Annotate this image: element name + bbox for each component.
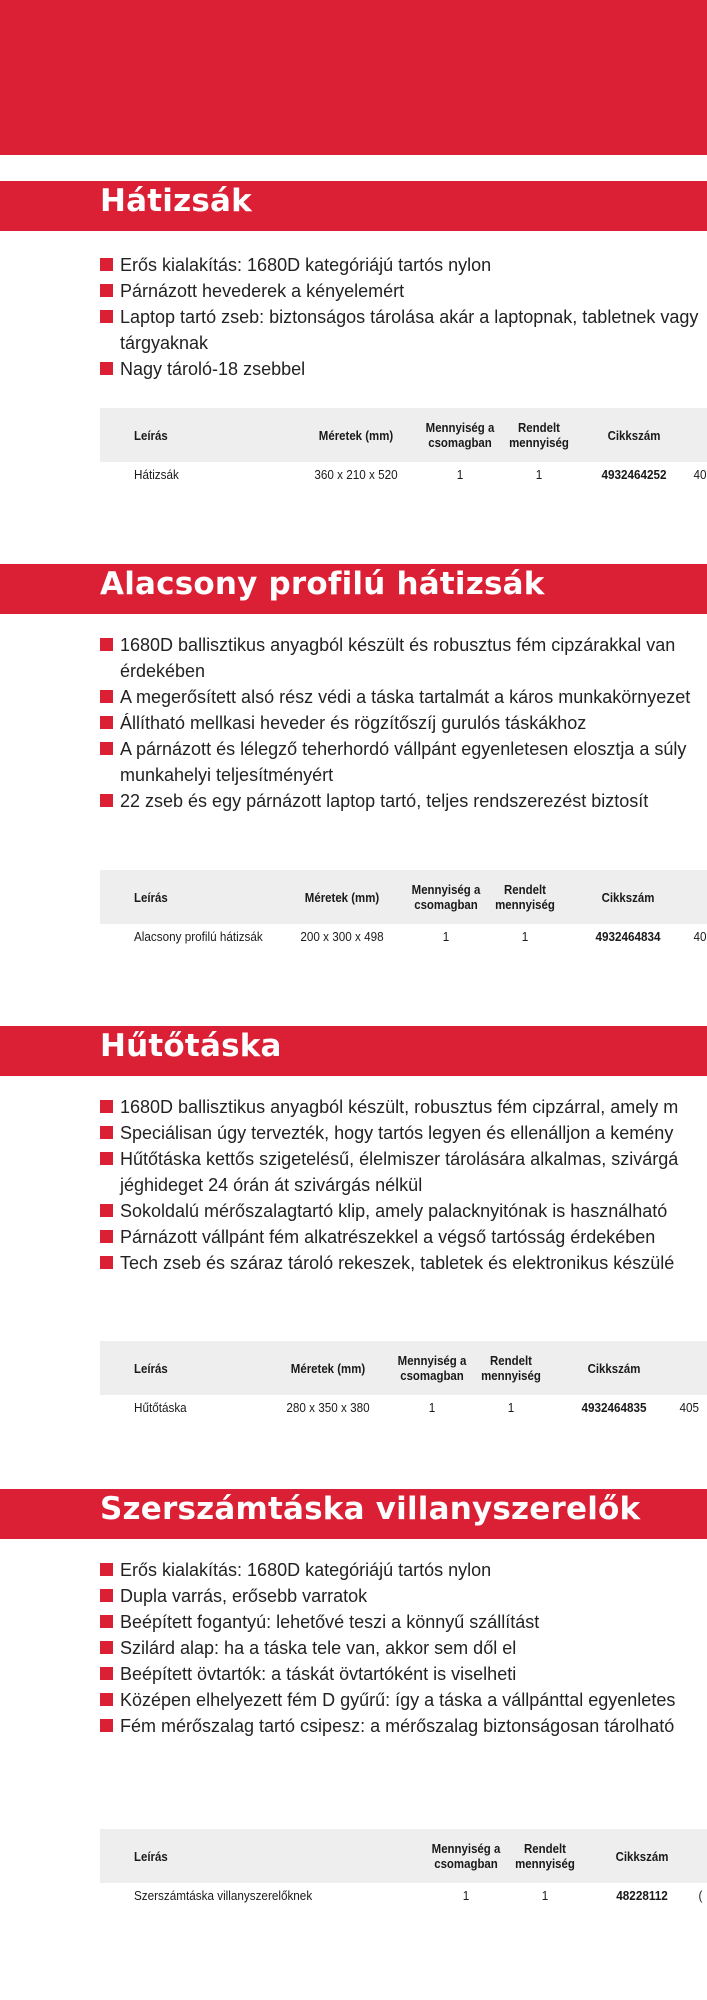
cell-pack-quantity: 1 xyxy=(428,1399,436,1415)
header-article-number: Cikkszám xyxy=(607,427,661,443)
bullet-square-icon xyxy=(100,1230,113,1243)
header-description: Leírás xyxy=(134,1848,168,1864)
feature-item: 22 zseb és egy párnázott laptop tartó, teljes rendszerezést biztosít xyxy=(100,788,707,814)
bullet-square-icon xyxy=(100,1152,113,1165)
header-pack-quantity: Mennyiség a csomagban xyxy=(397,1353,467,1383)
feature-item: Állítható mellkasi heveder és rögzítőszíj gurulós táskákhoz xyxy=(100,710,707,736)
table-header xyxy=(100,1829,707,1883)
header-article-number: Cikkszám xyxy=(587,1360,641,1376)
section-title-bar xyxy=(0,1489,707,1539)
header-order-quantity: Rendelt mennyiség xyxy=(515,1841,575,1871)
feature-item: Sokoldalú mérőszalagtartó klip, amely palacknyitónak is használható xyxy=(100,1198,707,1224)
section-title-bar xyxy=(0,181,707,231)
top-banner xyxy=(0,0,707,155)
table-header xyxy=(100,1341,707,1395)
cell-description: Szerszámtáska villanyszerelőknek xyxy=(134,1887,313,1903)
feature-list xyxy=(100,1557,707,1739)
section-title: Hűtőtáska xyxy=(100,1028,282,1064)
feature-list xyxy=(100,632,707,814)
feature-item: Erős kialakítás: 1680D kategóriájú tartós nylon xyxy=(100,252,707,278)
bullet-square-icon xyxy=(100,1256,113,1269)
feature-item: A párnázott és lélegző teherhordó vállpánt egyenletesen elosztja a súly munkahelyi teljesítményért xyxy=(100,736,707,788)
table-header xyxy=(100,408,707,462)
bullet-square-icon xyxy=(100,1563,113,1576)
cell-dimensions: 200 x 300 x 498 xyxy=(300,928,384,944)
cell-pack-quantity: 1 xyxy=(442,928,450,944)
header-pack-quantity: Mennyiség a csomagban xyxy=(411,882,481,912)
bullet-square-icon xyxy=(100,258,113,271)
bullet-square-icon xyxy=(100,1100,113,1113)
bullet-square-icon xyxy=(100,310,113,323)
feature-item: Erős kialakítás: 1680D kategóriájú tartós nylon xyxy=(100,1557,707,1583)
section-title: Alacsony profilú hátizsák xyxy=(100,566,545,602)
header-dimensions: Méretek (mm) xyxy=(318,427,394,443)
header-pack-quantity: Mennyiség a csomagban xyxy=(425,420,495,450)
feature-item: 1680D ballisztikus anyagból készült és robusztus fém cipzárakkal van érdekében xyxy=(100,632,707,684)
header-dimensions: Méretek (mm) xyxy=(290,1360,366,1376)
header-dimensions: Méretek (mm) xyxy=(304,889,380,905)
feature-list xyxy=(100,1094,707,1276)
feature-item: Nagy tároló-18 zsebbel xyxy=(100,356,707,382)
cell-article-number: 4932464834 xyxy=(595,928,661,944)
table-row xyxy=(100,918,707,954)
cell-barcode: 405 xyxy=(679,1399,700,1415)
cell-description: Hátizsák xyxy=(134,466,179,482)
header-pack-quantity: Mennyiség a csomagban xyxy=(431,1841,501,1871)
cell-article-number: 4932464835 xyxy=(581,1399,647,1415)
table-header xyxy=(100,870,707,924)
cell-pack-quantity: 1 xyxy=(456,466,464,482)
bullet-square-icon xyxy=(100,1693,113,1706)
header-order-quantity: Rendelt mennyiség xyxy=(481,1353,541,1383)
table-row xyxy=(100,1389,707,1425)
feature-item: Hűtőtáska kettős szigetelésű, élelmiszer tárolására alkalmas, szivárgá jéghideget 24 órán át szivárgás nélkül xyxy=(100,1146,707,1198)
bullet-square-icon xyxy=(100,1641,113,1654)
cell-order-quantity: 1 xyxy=(521,928,529,944)
cell-dimensions: 280 x 350 x 380 xyxy=(286,1399,370,1415)
bullet-square-icon xyxy=(100,362,113,375)
section-title: Szerszámtáska villanyszerelők xyxy=(100,1491,641,1527)
cell-description: Hűtőtáska xyxy=(134,1399,187,1415)
section-title: Hátizsák xyxy=(100,183,252,219)
header-description: Leírás xyxy=(134,889,168,905)
bullet-square-icon xyxy=(100,1126,113,1139)
cell-description: Alacsony profilú hátizsák xyxy=(134,928,263,944)
bullet-square-icon xyxy=(100,1589,113,1602)
table-row xyxy=(100,456,707,492)
header-order-quantity: Rendelt mennyiség xyxy=(509,420,569,450)
cell-order-quantity: 1 xyxy=(507,1399,515,1415)
bullet-square-icon xyxy=(100,716,113,729)
cell-dimensions: 360 x 210 x 520 xyxy=(314,466,398,482)
bullet-square-icon xyxy=(100,638,113,651)
table-row xyxy=(100,1877,707,1913)
cell-order-quantity: 1 xyxy=(535,466,543,482)
cell-pack-quantity: 1 xyxy=(462,1887,470,1903)
bullet-square-icon xyxy=(100,1204,113,1217)
feature-item: Dupla varrás, erősebb varratok xyxy=(100,1583,707,1609)
bullet-square-icon xyxy=(100,1667,113,1680)
feature-item: Párnázott vállpánt fém alkatrészekkel a végső tartósság érdekében xyxy=(100,1224,707,1250)
feature-item: Párnázott hevederek a kényelemért xyxy=(100,278,707,304)
cell-barcode: 40 xyxy=(693,928,707,944)
header-article-number: Cikkszám xyxy=(615,1848,669,1864)
bullet-square-icon xyxy=(100,1719,113,1732)
header-order-quantity: Rendelt mennyiség xyxy=(495,882,555,912)
feature-item: Beépített fogantyú: lehetővé teszi a könnyű szállítást xyxy=(100,1609,707,1635)
feature-item: Speciálisan úgy tervezték, hogy tartós legyen és ellenálljon a kemény xyxy=(100,1120,707,1146)
feature-item: Szilárd alap: ha a táska tele van, akkor sem dől el xyxy=(100,1635,707,1661)
bullet-square-icon xyxy=(100,1615,113,1628)
section-title-bar xyxy=(0,564,707,614)
feature-item: 1680D ballisztikus anyagból készült, robusztus fém cipzárral, amely m xyxy=(100,1094,707,1120)
feature-item: Fém mérőszalag tartó csipesz: a mérőszalag biztonságosan tárolható xyxy=(100,1713,707,1739)
header-description: Leírás xyxy=(134,1360,168,1376)
bullet-square-icon xyxy=(100,742,113,755)
cell-article-number: 48228112 xyxy=(616,1887,668,1903)
feature-item: Középen elhelyezett fém D gyűrű: így a táska a vállpánttal egyenletes xyxy=(100,1687,707,1713)
feature-item: A megerősített alsó rész védi a táska tartalmát a káros munkakörnyezet xyxy=(100,684,707,710)
feature-item: Laptop tartó zseb: biztonságos tárolása akár a laptopnak, tabletnek vagy tárgyaknak xyxy=(100,304,707,356)
cell-barcode: 40 xyxy=(693,466,707,482)
cell-article-number: 4932464252 xyxy=(601,466,667,482)
feature-list xyxy=(100,252,707,382)
header-article-number: Cikkszám xyxy=(601,889,655,905)
cell-barcode: ( xyxy=(698,1887,703,1903)
section-title-bar xyxy=(0,1026,707,1076)
feature-item: Beépített övtartók: a táskát övtartóként is viselheti xyxy=(100,1661,707,1687)
bullet-square-icon xyxy=(100,690,113,703)
feature-item: Tech zseb és száraz tároló rekeszek, tabletek és elektronikus készülé xyxy=(100,1250,707,1276)
cell-order-quantity: 1 xyxy=(541,1887,549,1903)
bullet-square-icon xyxy=(100,284,113,297)
header-description: Leírás xyxy=(134,427,168,443)
bullet-square-icon xyxy=(100,794,113,807)
